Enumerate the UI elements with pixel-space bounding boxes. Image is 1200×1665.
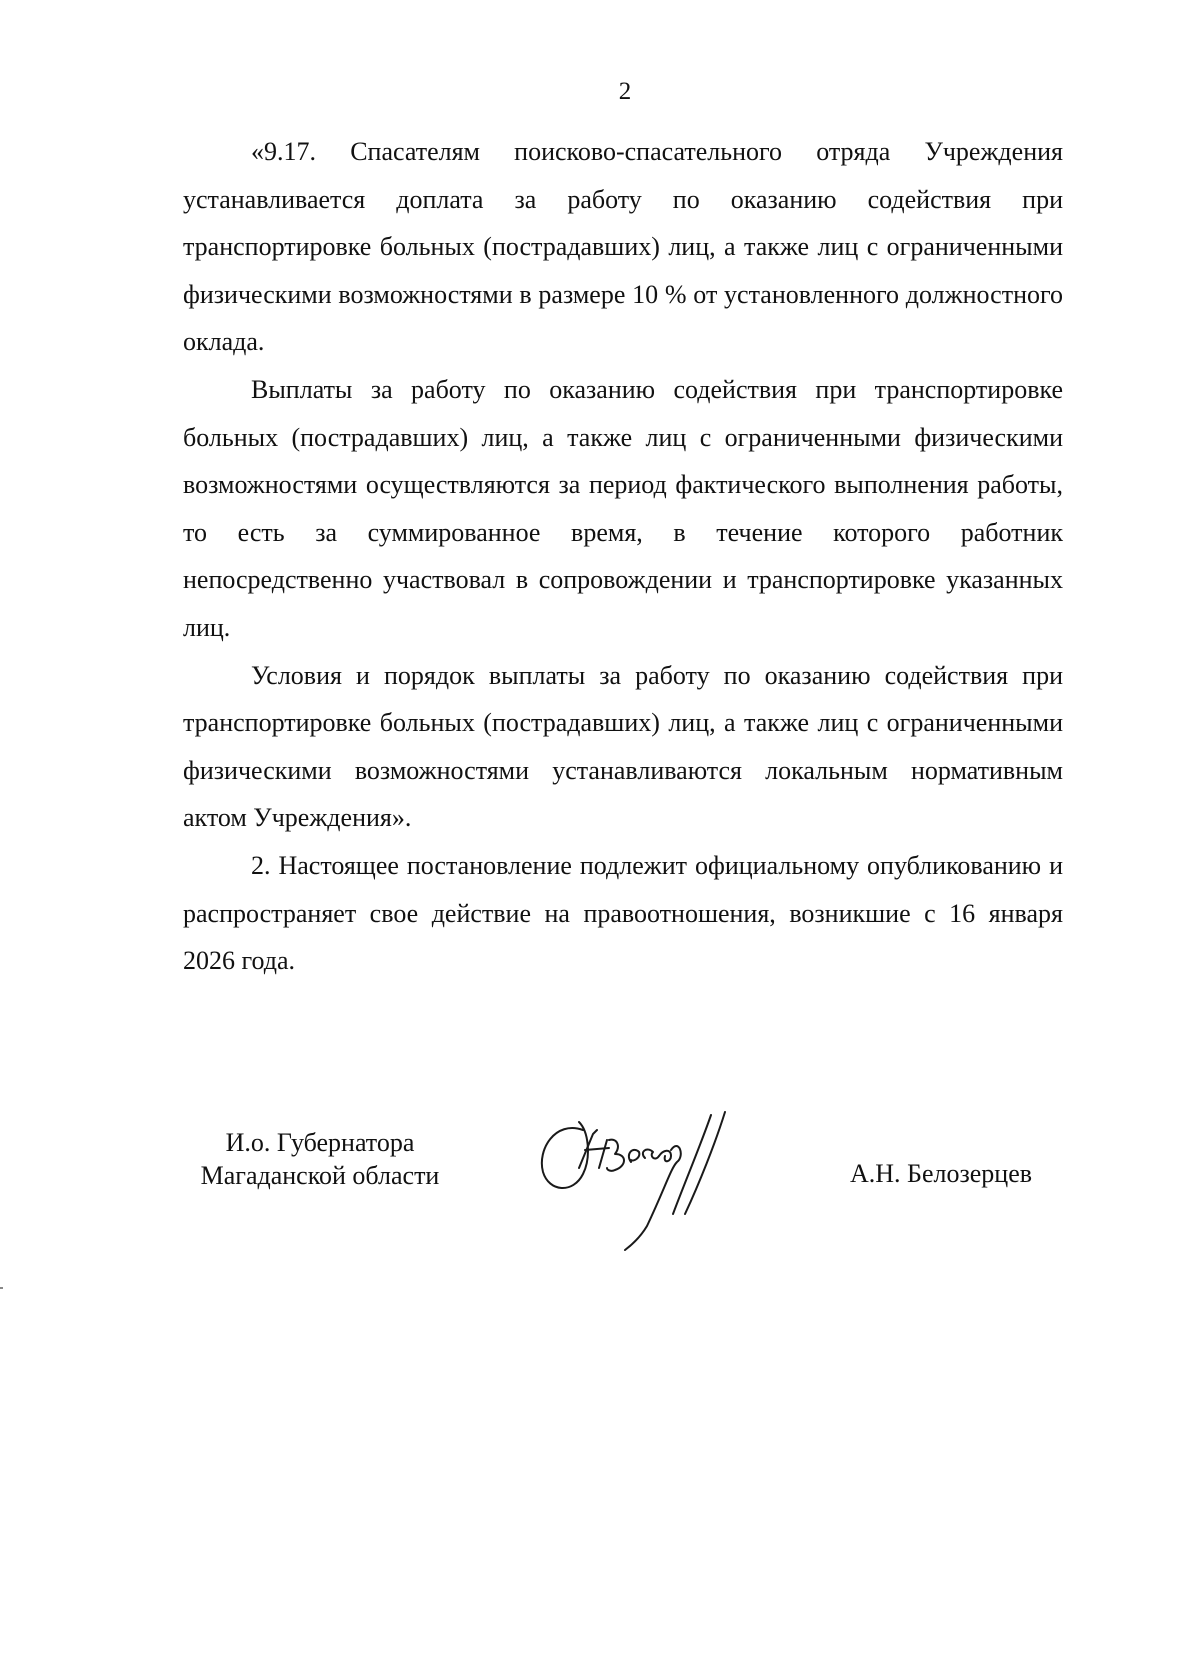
paragraph-conditions: Условия и порядок выплаты за работу по оказанию содействия при транспортировке больных (пострадавших) лиц, а также лиц с ограниченными физическими возможностями устанавливаются локальным нормативным актом Учреждения». bbox=[183, 660, 1063, 833]
signatory-position-line1: И.о. Губернатора bbox=[225, 1128, 415, 1157]
document-body bbox=[183, 128, 1063, 985]
handwritten-signature bbox=[535, 1110, 785, 1270]
margin-mark bbox=[0, 1287, 3, 1289]
signatory-name: А.Н. Белозерцев bbox=[850, 1159, 1033, 1188]
signatory-position bbox=[175, 1126, 465, 1192]
paragraph-payments: Выплаты за работу по оказанию содействия при транспортировке больных (пострадавших) лиц, а также лиц с ограниченными физическими возможностями осуществляются за период фактического выполнения работы, то есть за суммированное время, в течение которого работник непосредственно участвовал в сопровождении и транспортировке указанных лиц. bbox=[183, 374, 1063, 642]
page-number: 2 bbox=[618, 78, 632, 105]
paragraph-publication: 2. Настоящее постановление подлежит официальному опубликованию и распространяет свое действие на правоотношения, возникшие с 16 января 2026 года. bbox=[183, 850, 1063, 976]
signatory-position-line2: Магаданской области bbox=[200, 1161, 440, 1190]
paragraph-9-17: «9.17. Спасателям поисково-спасательного отряда Учреждения устанавливается доплата за работу по оказанию содействия при транспортировке больных (пострадавших) лиц, а также лиц с ограниченными физическими возможностями в размере 10 % от установленного должностного оклада. bbox=[183, 137, 1063, 357]
